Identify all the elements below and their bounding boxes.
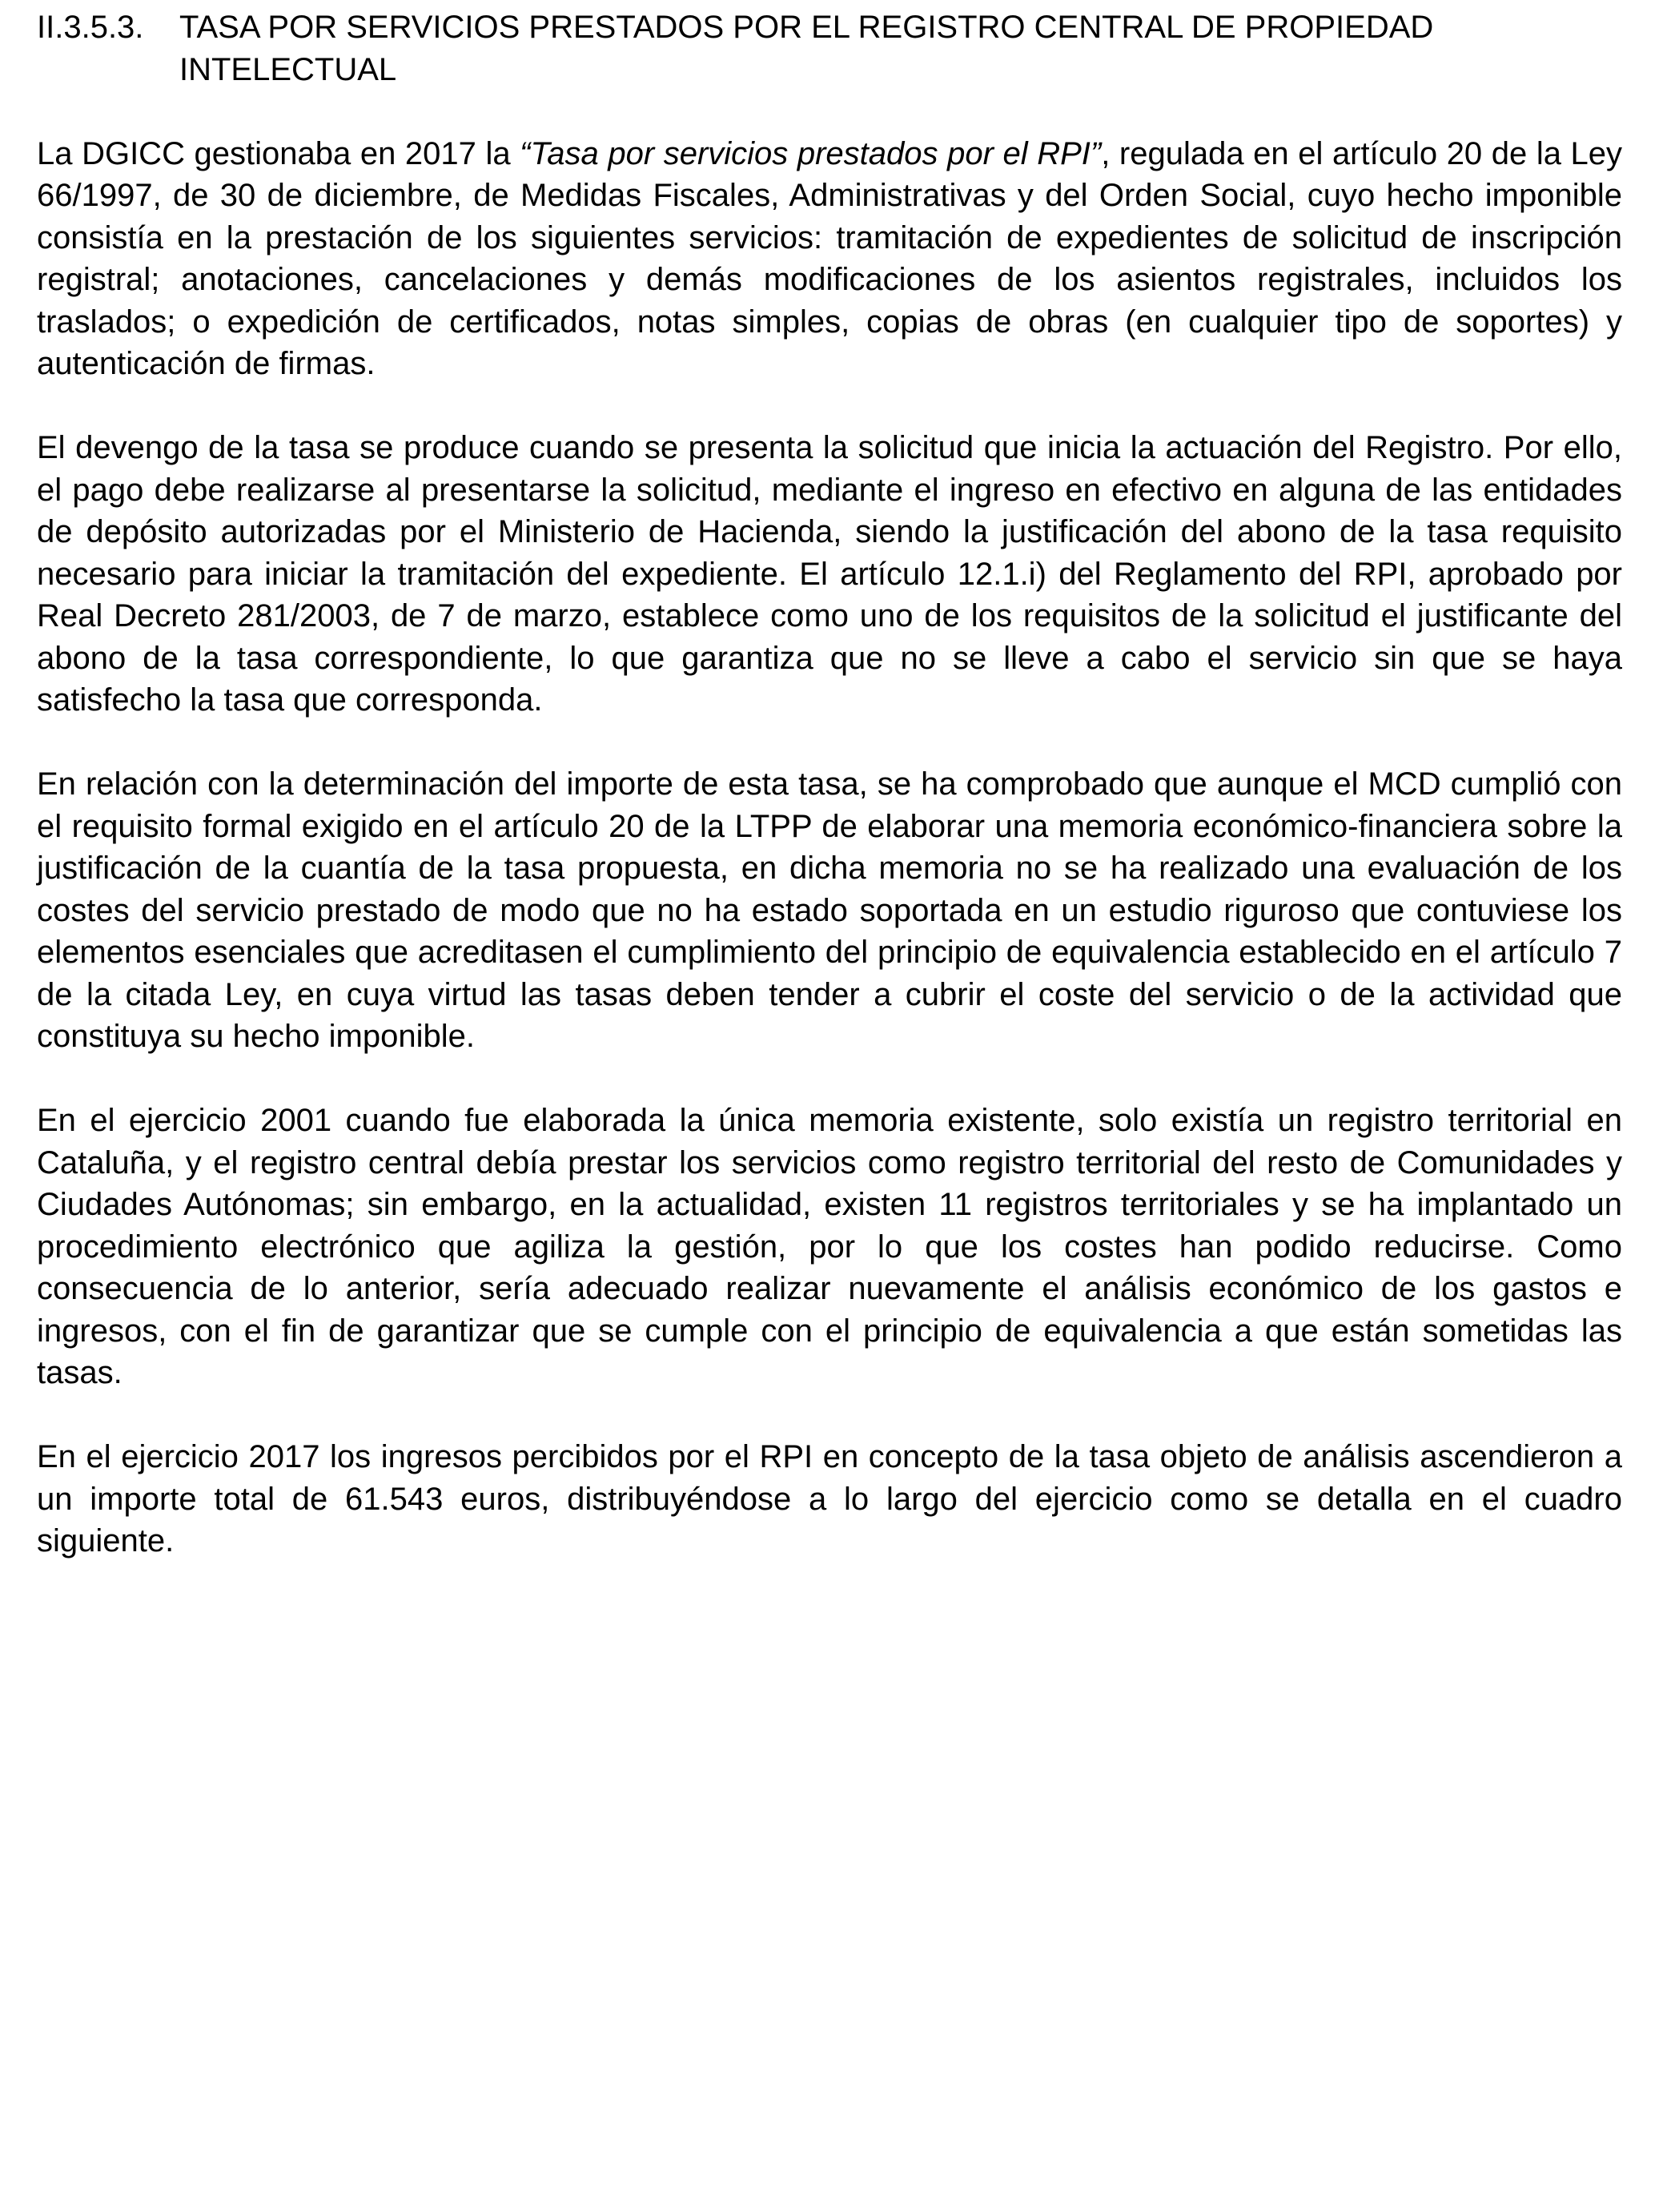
paragraph-1 <box>37 133 1622 385</box>
paragraph-1-start: La DGICC gestionaba en 2017 la <box>37 135 520 171</box>
paragraph-3: En relación con la determinación del importe de esta tasa, se ha comprobado que aunque el MCD cumplió con el requisito formal exigido en el artículo 20 de la LTPP de elaborar una memoria económico-financiera sobre la justificación de la cuantía de la tasa propuesta, en dicha memoria no se ha realizado una evaluación de los costes del servicio prestado de modo que no ha estado soportada en un estudio riguroso que contuviese los elementos esenciales que acreditasen el cumplimiento del principio de equivalencia establecido en el artículo 7 de la citada Ley, en cuya virtud las tasas deben tender a cubrir el coste del servicio o de la actividad que constituya su hecho imponible. <box>37 766 1622 1054</box>
section-title: TASA POR SERVICIOS PRESTADOS POR EL REGISTRO CENTRAL DE PROPIEDAD INTELECTUAL <box>179 10 1434 87</box>
section-heading <box>37 6 1622 90</box>
section-number: II.3.5.3. <box>37 10 144 45</box>
paragraph-1-end: , regulada en el artículo 20 de la Ley 66/1997, de 30 de diciembre, de Medidas Fiscales, Administrativas y del Orden Social, cuyo hecho imponible consistía en la prestación de los siguientes servicios: tramitación de expedientes de solicitud de inscripción registral; anotaciones, cancelaciones y demás modificaciones de los asientos registrales, incluidos los traslados; o expedición de certificados, notas simples, copias de obras (en cualquier tipo de soportes) y autenticación de firmas. <box>37 135 1623 381</box>
paragraph-1-italic-title: “Tasa por servicios prestados por el RPI” <box>520 135 1102 171</box>
paragraph-4: En el ejercicio 2001 cuando fue elaborada la única memoria existente, solo existía un registro territorial en Cataluña, y el registro central debía prestar los servicios como registro territorial del resto de Comunidades y Ciudades Autónomas; sin embargo, en la actualidad, existen 11 registros territoriales y se ha implantado un procedimiento electrónico que agiliza la gestión, por lo que los costes han podido reducirse. Como consecuencia de lo anterior, sería adecuado realizar nuevamente el análisis económico de los gastos e ingresos, con el fin de garantizar que se cumple con el principio de equivalencia a que están sometidas las tasas. <box>37 1103 1622 1390</box>
paragraph-5: En el ejercicio 2017 los ingresos percibidos por el RPI en concepto de la tasa objeto de análisis ascendieron a un importe total de 61.543 euros, distribuyéndose a lo largo del ejercicio como se detalla en el cuadro siguiente. <box>37 1439 1622 1558</box>
document-page <box>37 6 1622 1562</box>
paragraph-2: El devengo de la tasa se produce cuando se presenta la solicitud que inicia la actuación del Registro. Por ello, el pago debe realizarse al presentarse la solicitud, mediante el ingreso en efectivo en alguna de las entidades de depósito autorizadas por el Ministerio de Hacienda, siendo la justificación del abono de la tasa requisito necesario para iniciar la tramitación del expediente. El artículo 12.1.i) del Reglamento del RPI, aprobado por Real Decreto 281/2003, de 7 de marzo, establece como uno de los requisitos de la solicitud el justificante del abono de la tasa correspondiente, lo que garantiza que no se lleve a cabo el servicio sin que se haya satisfecho la tasa que corresponda. <box>37 430 1622 718</box>
